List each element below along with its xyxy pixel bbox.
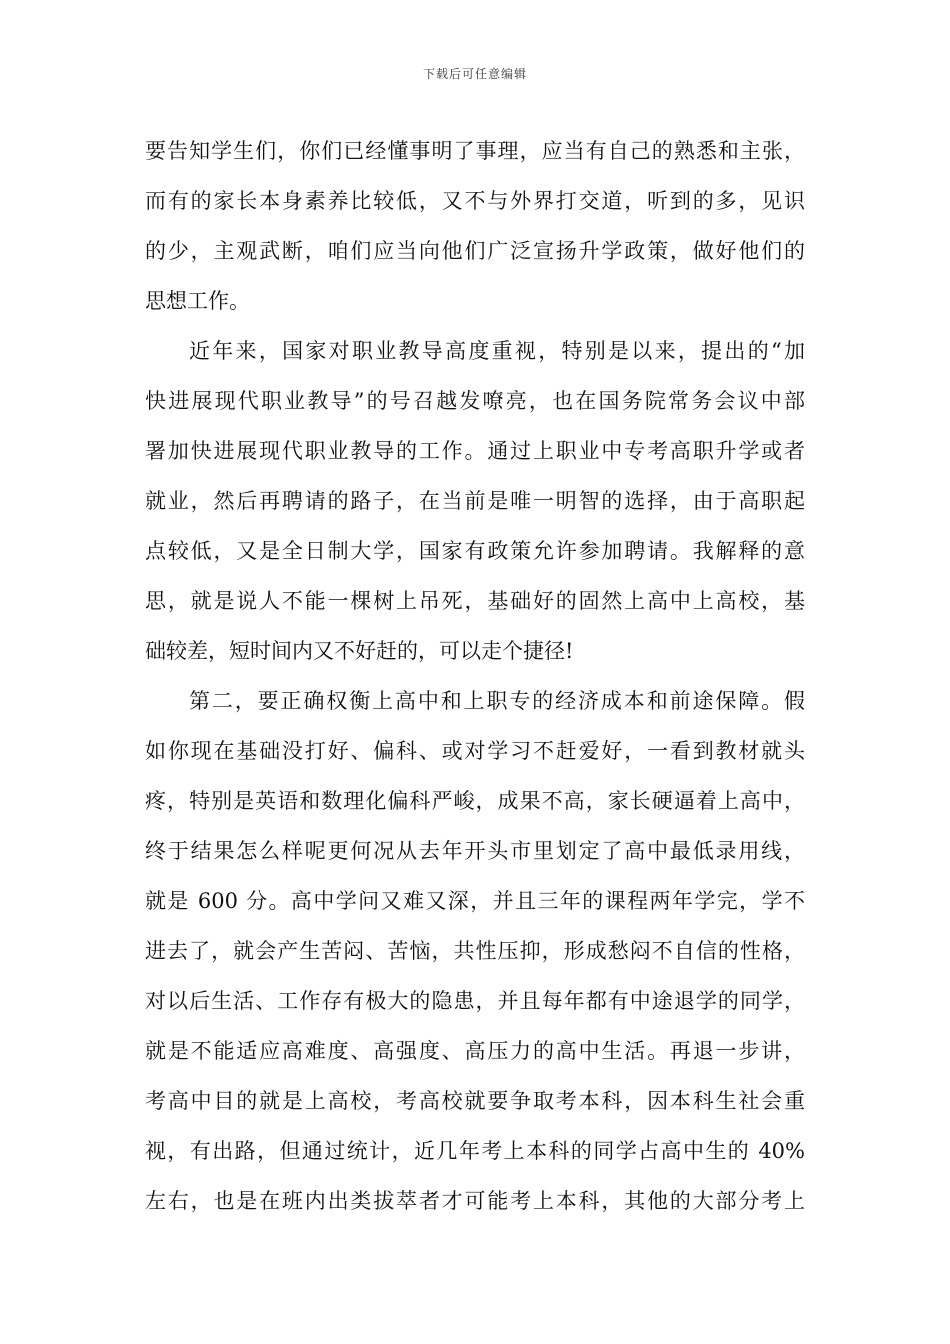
text-line: 考高中目的就是上高校，考高校就要争取考本科，因本科生社会重 bbox=[145, 1089, 805, 1113]
text-line: 对以后生活、工作存有极大的隐患，并且每年都有中途退学的同学， bbox=[145, 989, 805, 1013]
text-line: 思，就是说人不能一棵树上吊死，基础好的固然上高中上高校，基 bbox=[145, 589, 805, 613]
text-line: 进去了，就会产生苦闷、苦恼，共性压抑，形成愁闷不自信的性格， bbox=[145, 939, 805, 963]
text-line: 疼，特别是英语和数理化偏科严峻，成果不高，家长硬逼着上高中， bbox=[145, 789, 805, 813]
text-line: 如你现在基础没打好、偏科、或对学习不赶爱好，一看到教材就头 bbox=[145, 739, 805, 763]
text-line: 快进展现代职业教导”的号召越发嘹亮，也在国务院常务会议中部 bbox=[145, 389, 805, 413]
text-line: 就是不能适应高难度、高强度、高压力的高中生活。再退一步讲， bbox=[145, 1039, 805, 1063]
text-line: 础较差，短时间内又不好赶的，可以走个捷径! bbox=[145, 639, 574, 663]
text-line: 左右，也是在班内出类拔萃者才可能考上本科，其他的大部分考上 bbox=[145, 1189, 805, 1213]
text-line: 要告知学生们，你们已经懂事明了事理，应当有自己的熟悉和主张， bbox=[145, 139, 805, 163]
text-line: 的少，主观武断，咱们应当向他们广泛宣扬升学政策，做好他们的 bbox=[145, 239, 805, 263]
document-body bbox=[145, 126, 805, 1226]
paragraph-1 bbox=[145, 126, 805, 326]
text-line: 视，有出路，但通过统计，近几年考上本科的同学占高中生的 40% bbox=[145, 1139, 805, 1163]
paragraph-2 bbox=[145, 326, 805, 676]
text-line: 终于结果怎么样呢更何况从去年开头市里划定了高中最低录用线， bbox=[145, 839, 805, 863]
text-line: 点较低，又是全日制大学，国家有政策允许参加聘请。我解释的意 bbox=[145, 539, 805, 563]
text-line: 署加快进展现代职业教导的工作。通过上职业中专考高职升学或者 bbox=[145, 439, 805, 463]
paragraph-3 bbox=[145, 676, 805, 1226]
text-line: 近年来，国家对职业教导高度重视，特别是以来，提出的“加 bbox=[189, 339, 805, 363]
text-line: 而有的家长本身素养比较低，又不与外界打交道，听到的多，见识 bbox=[145, 189, 805, 213]
text-line: 思想工作。 bbox=[145, 289, 250, 313]
page-header: 下载后可任意编辑 bbox=[422, 67, 527, 81]
text-line: 就是 600 分。高中学问又难又深，并且三年的课程两年学完，学不 bbox=[145, 889, 805, 913]
text-line: 就业，然后再聘请的路子，在当前是唯一明智的选择，由于高职起 bbox=[145, 489, 805, 513]
text-line: 第二，要正确权衡上高中和上职专的经济成本和前途保障。假 bbox=[189, 689, 805, 713]
